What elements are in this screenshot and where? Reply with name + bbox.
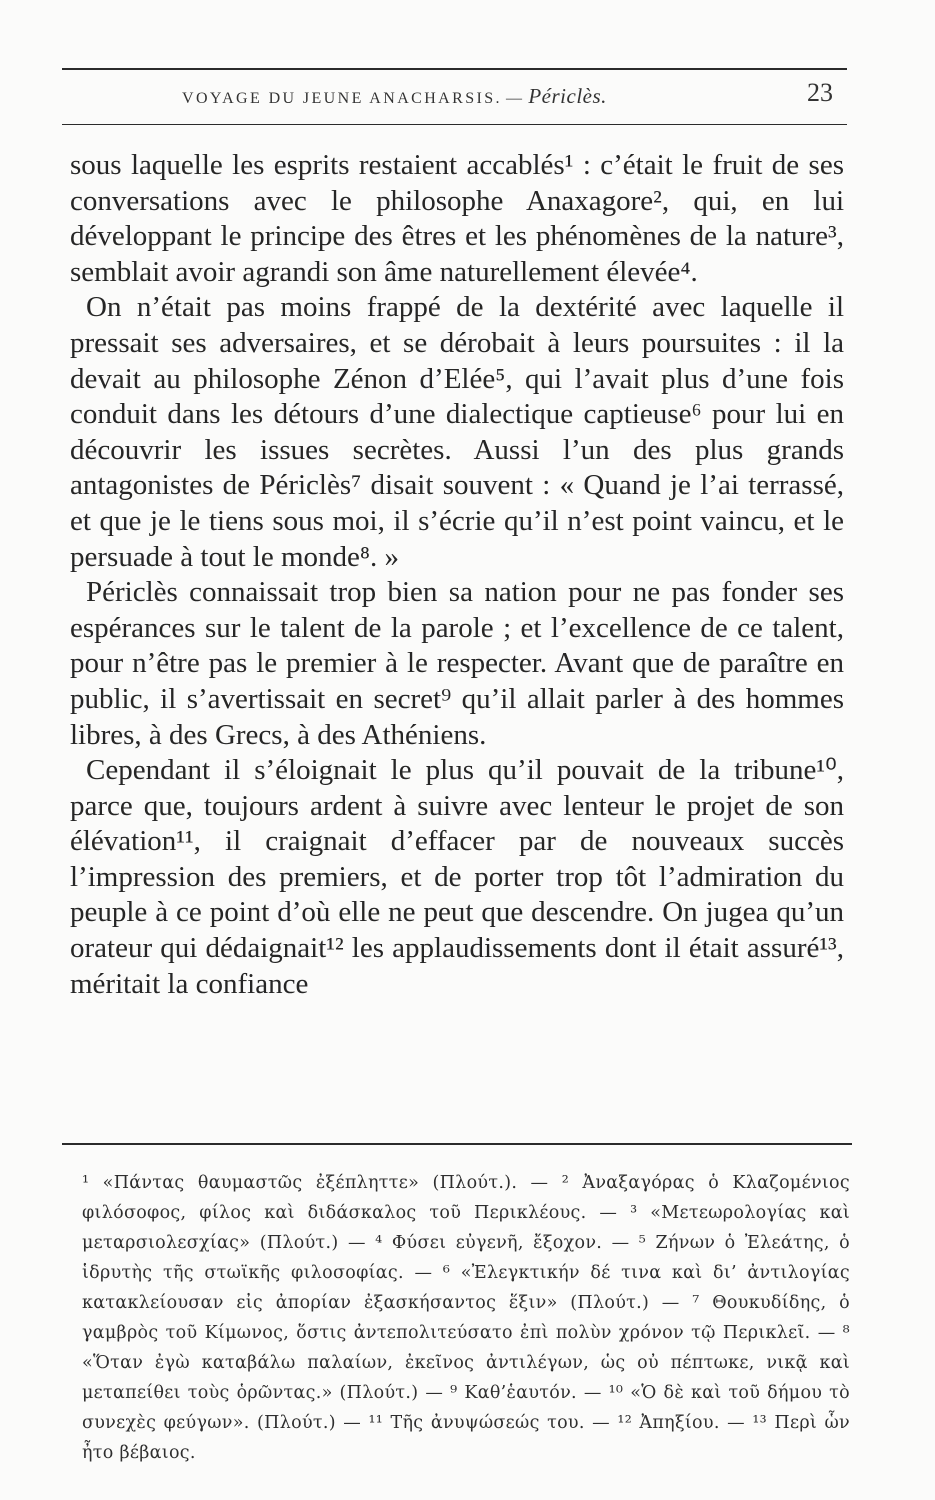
header-top-rule (62, 68, 847, 70)
paragraph-2: On n’était pas moins frappé de la dextérité avec laquelle il pressait ses adversaires, et se dérobait à leurs poursuites : il la devait au philosophe Zénon d’Elée⁵, qui l’avait plus d’une fois conduit dans les détours d’une dialectique captieuse⁶ pour lui en découvrir les issues secrètes. Aussi l’un des plus grands antagonistes de Périclès⁷ disait souvent : « Quand je l’ai terrassé, et que je le tiens sous moi, il s’écrie qu’il n’est point vaincu, et le persuade à tout le monde⁸. » (70, 291, 844, 573)
page-number: 23 (807, 78, 833, 107)
paragraph-4: Cependant il s’éloignait le plus qu’il pouvait de la tribune¹⁰, parce que, toujours ardent à suivre avec lenteur le projet de son élévation¹¹, il craignait d’effacer par de nouveaux succès l’impression des premiers, et de porter trop tôt l’admiration du peuple à ce point d’où elle ne peut que descendre. On jugea qu’un orateur qui dédaignait¹² les applaudissements dont il était assuré¹³, méritait la confiance (70, 754, 844, 1000)
main-text (70, 148, 844, 1002)
paragraph-1: sous laquelle les esprits restaient accablés¹ : c’était le fruit de ses conversations avec le philosophe Anaxagore², qui, en lui développant le principe des êtres et les phénomènes de la nature³, semblait avoir agrandi son âme naturellement élevée⁴. (70, 149, 844, 288)
paragraph-3: Périclès connaissait trop bien sa nation pour ne pas fonder ses espérances sur le talent de la parole ; et l’excellence de ce talent, pour n’être pas le premier à le respecter. Avant que de paraître en public, il s’avertissait en secret⁹ qu’il allait parler à des hommes libres, à des Grecs, à des Athéniens. (70, 576, 844, 751)
running-header (62, 76, 847, 116)
header-dash: — (505, 90, 525, 107)
running-header-title (182, 84, 607, 109)
footnotes (82, 1168, 850, 1468)
header-bottom-rule (62, 124, 847, 125)
section-title: Périclès. (528, 84, 607, 108)
footnote-separator (62, 1143, 852, 1145)
running-title: VOYAGE DU JEUNE ANACHARSIS. (182, 90, 502, 107)
footnotes-text: ¹ «Πάντας θαυμαστῶς ἐξέπληττε» (Πλούτ.). — ² Ἀναξαγόρας ὁ Κλαζομένιος φιλόσοφος, φίλος καὶ διδάσκαλος τοῦ Περικλέους. — ³ «Μετεωρολογίας καὶ μεταρσιολεσχίας» (Πλούτ.) — ⁴ Φύσει εὐγενῆ, ἔξοχον. — ⁵ Ζήνων ὁ Ἐλεάτης, ὁ ἱδρυτὴς τῆς στωϊκῆς φιλοσοφίας. — ⁶ «Ἐλεγκτικήν δέ τινα καὶ δι’ ἀντιλογίας κατακλείουσαν εἰς ἀπορίαν ἐξασκήσαντος ἕξιν» (Πλούτ.) — ⁷ Θουκυδίδης, ὁ γαμβρὸς τοῦ Κίμωνος, ὅστις ἀντεπολιτεύσατο ἐπὶ πολὺν χρόνον τῷ Περικλεῖ. — ⁸ «Ὅταν ἐγὼ καταβάλω παλαίων, ἐκεῖνος ἀντιλέγων, ὡς οὐ πέπτωκε, νικᾷ καὶ μεταπείθει τοὺς ὁρῶντας.» (Πλούτ.) — ⁹ Καθ’ἑαυτόν. — ¹⁰ «Ὁ δὲ καὶ τοῦ δήμου τὸ συνεχὲς φεύγων». (Πλούτ.) — ¹¹ Τῆς ἀνυψώσεώς του. — ¹² Ἀπηξίου. — ¹³ Περὶ ὧν ἦτο βέβαιος. (82, 1173, 850, 1463)
